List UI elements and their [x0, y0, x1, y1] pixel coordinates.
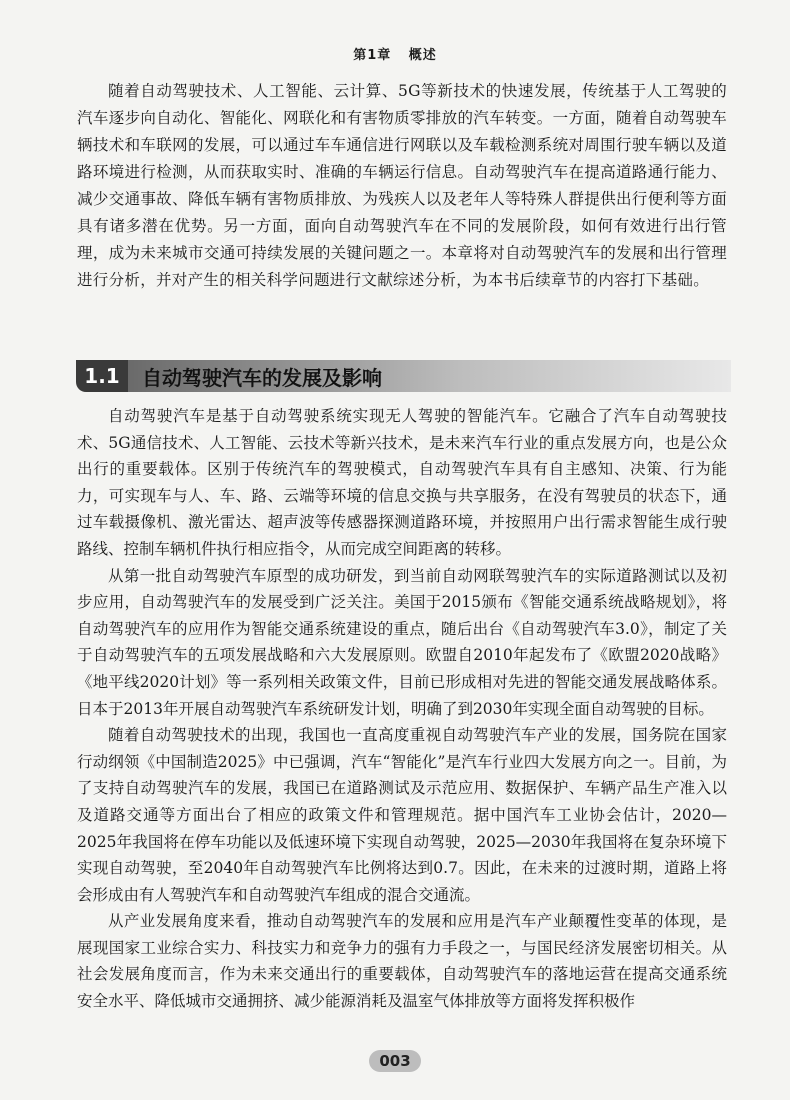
intro-paragraph: 随着自动驾驶技术、人工智能、云计算、5G等新技术的快速发展，传统基于人工驾驶的汽车逐步向自动化、智能化、网联化和有害物质零排放的汽车转变。一方面，随着自动驾驶车辆技术和车联网的发展，可以通过车车通信进行网联以及车载检测系统对周围行驶车辆以及道路环境进行检测，从而获取实时、准确的车辆运行信息。自动驾驶汽车在提高道路通行能力、减少交通事故、降低车辆有害物质排放、为残疾人以及老年人等特殊人群提供出行便利等方面具有诸多潜在优势。另一方面，面向自动驾驶汽车在不同的发展阶段，如何有效进行出行管理，成为未来城市交通可持续发展的关键问题之一。本章将对自动驾驶汽车的发展和出行管理进行分析，并对产生的相关科学问题进行文献综述分析，为本书后续章节的内容打下基础。 — [77, 82, 727, 289]
section-number: 1.1 — [76, 360, 128, 392]
page-number — [0, 1050, 790, 1072]
body-paragraph: 从第一批自动驾驶汽车原型的成功研发，到当前自动网联驾驶汽车的实际道路测试以及初步应用，自动驾驶汽车的发展受到广泛关注。美国于2015颁布《智能交通系统战略规划》，将自动驾驶汽车的应用作为智能交通系统建设的重点，随后出台《自动驾驶汽车3.0》，制定了关于自动驾驶汽车的五项发展战略和六大发展原则。欧盟自2010年起发布了《欧盟2020战略》《地平线2020计划》等一系列相关政策文件，目前已形成相对先进的智能交通发展战略体系。日本于2013年开展自动驾驶汽车系统研发计划，明确了到2030年实现全面自动驾驶的目标。 — [77, 566, 727, 718]
running-header — [0, 44, 790, 63]
page-number-label: 003 — [369, 1050, 420, 1072]
chapter-label: 第1章 — [353, 48, 392, 63]
body-paragraph: 自动驾驶汽车是基于自动驾驶系统实现无人驾驶的智能汽车。它融合了汽车自动驾驶技术、5G通信技术、人工智能、云技术等新兴技术，是未来汽车行业的重点发展方向，也是公众出行的重要载体。区别于传统汽车的驾驶模式，自动驾驶汽车具有自主感知、决策、行为能力，可实现车与人、车、路、云端等环境的信息交换与共享服务，在没有驾驶员的状态下，通过车载摄像机、激光雷达、超声波等传感器探测道路环境，并按照用户出行需求智能生成行驶路线、控制车辆机件执行相应指令，从而完成空间距离的转移。 — [77, 407, 727, 558]
section-heading — [76, 360, 731, 392]
body-paragraph: 从产业发展角度来看，推动自动驾驶汽车的发展和应用是汽车产业颠覆性变革的体现，是展现国家工业综合实力、科技实力和竞争力的强有力手段之一，与国民经济发展密切相关。从社会发展角度而言，作为未来交通出行的重要载体，自动驾驶汽车的落地运营在提高交通系统安全水平、降低城市交通拥挤、减少能源消耗及温室气体排放等方面将发挥积极作 — [77, 912, 727, 1011]
body-paragraph: 随着自动驾驶技术的出现，我国也一直高度重视自动驾驶汽车产业的发展，国务院在国家行动纲领《中国制造2025》中已强调，汽车“智能化”是汽车行业四大发展方向之一。目前，为了支持自动驾驶汽车的发展，我国已在道路测试及示范应用、数据保护、车辆产品生产准入以及道路交通等方面出台了相应的政策文件和管理规范。据中国汽车工业协会估计，2020—2025年我国将在停车功能以及低速环境下实现自动驾驶，2025—2030年我国将在复杂环境下实现自动驾驶，至2040年自动驾驶汽车比例将达到0.7。因此，在未来的过渡时期，道路上将会形成由有人驾驶汽车和自动驾驶汽车组成的混合交通流。 — [77, 726, 727, 904]
chapter-title: 概述 — [408, 48, 437, 63]
chapter-intro — [77, 78, 727, 294]
section-title: 自动驾驶汽车的发展及影响 — [128, 360, 731, 392]
section-body — [77, 403, 727, 1015]
